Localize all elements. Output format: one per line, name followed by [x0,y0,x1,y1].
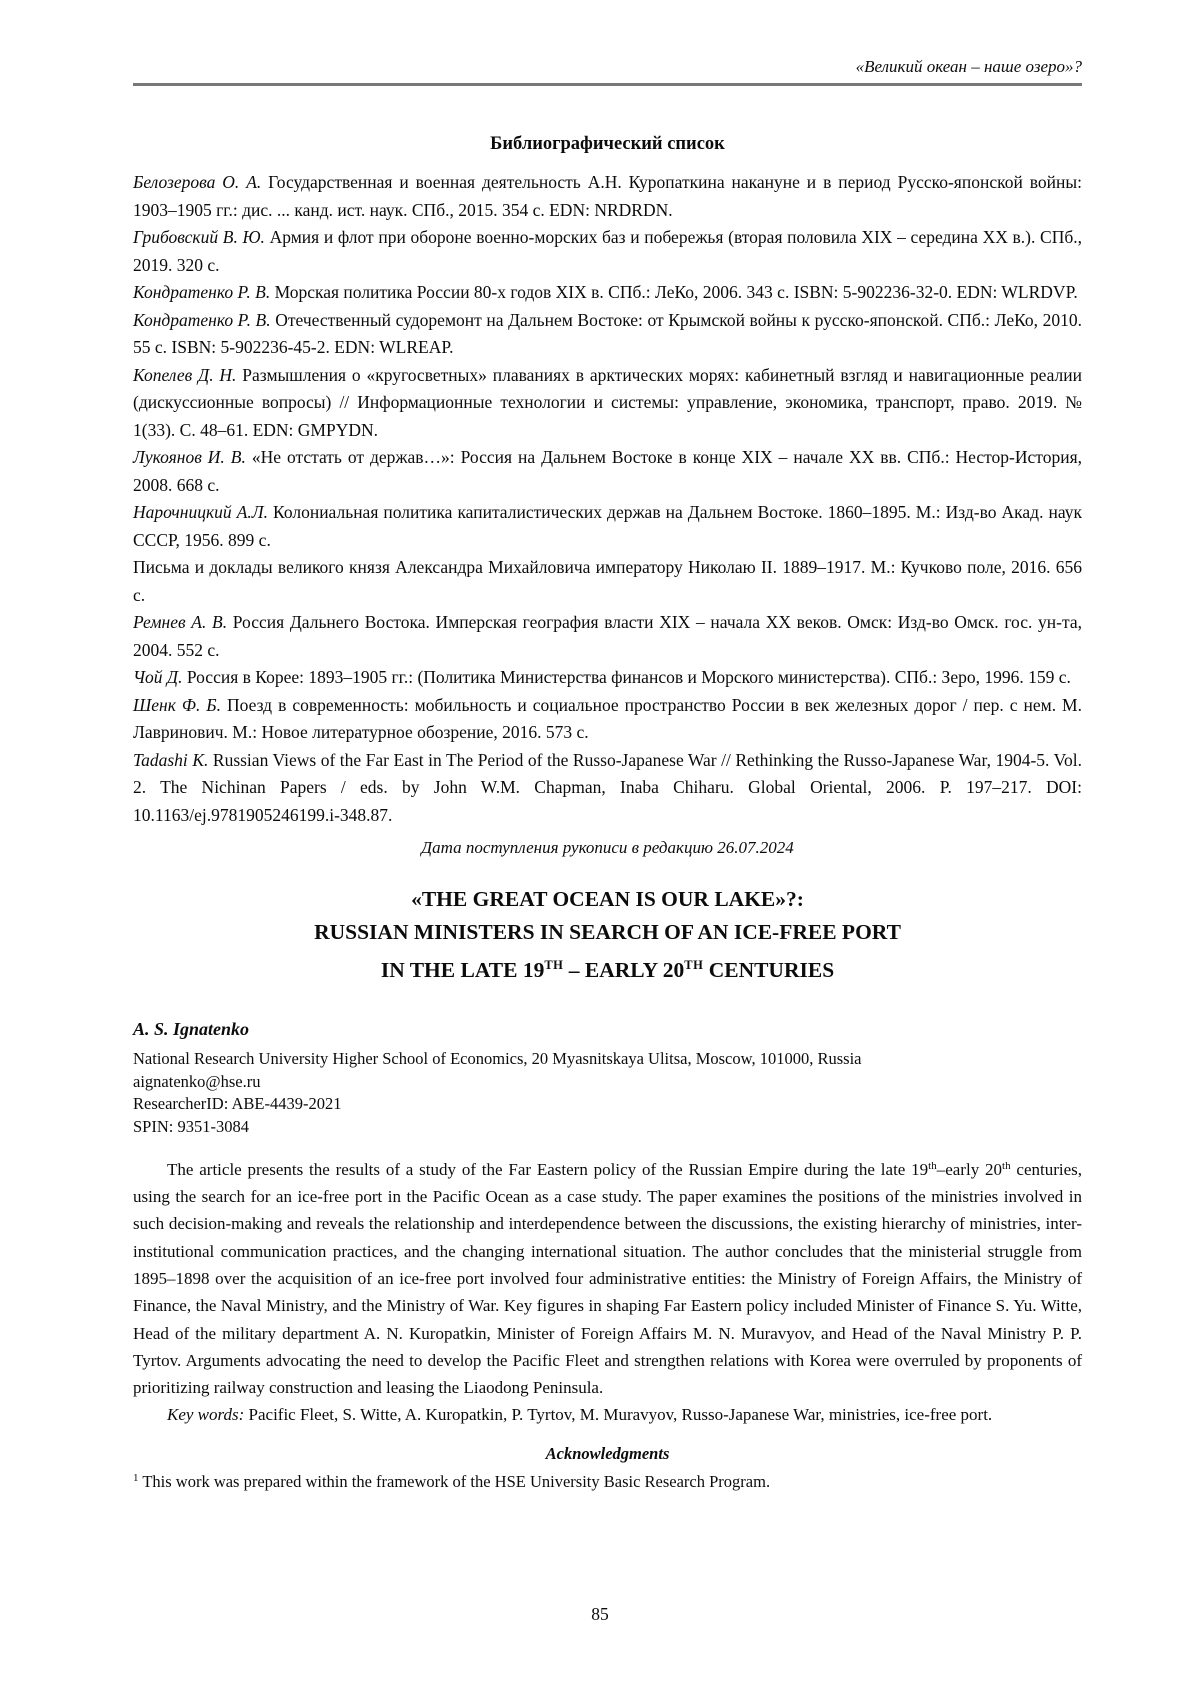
ordinal-superscript: TH [684,958,704,972]
entry-text: Письма и доклады великого князя Александра Михайловича императору Николаю II. 1889–1917. М.: Кучково поле, 2016. 656 с. [133,557,1082,605]
affiliation: National Research University Higher School of Economics, 20 Myasnitskaya Ulitsa, Moscow, 101000, Russia [133,1049,862,1068]
affiliation-block [133,1048,1082,1139]
entry-text: Размышления о «кругосветных» плаваниях в арктических морях: кабинетный взгляд и навигационные реалии (дискуссионные вопросы) // Информационные технологии и системы: управление, экономика, транспорт, право. 2019. № 1(33). С. 48–61. EDN: GMPYDN. [133,364,1082,440]
entry-author: Копелев Д. Н. [133,364,237,385]
entry-text: Russian Views of the Far East in The Period of the Russo-Japanese War // Rethinking the Russo-Japanese War, 1904-5. Vol. 2. The Nichinan Papers / eds. by John W.M. Chapman, Inaba Chiharu. Global Oriental, 2006. P. 197–217. DOI: 10.1163/ej.9781905246199.i-348.87. [133,749,1082,825]
manuscript-received-date: Дата поступления рукописи в редакцию 26.07.2024 [421,838,794,857]
keywords-text: Pacific Fleet, S. Witte, A. Kuropatkin, P. Tyrtov, M. Muravyov, Russo-Japanese War, ministries, ice-free port. [244,1405,993,1425]
entry-author: Нарочницкий А.Л. [133,502,268,522]
spin-code: SPIN: 9351-3084 [133,1117,249,1137]
entry-text: «Не отстать от держав…»: Россия на Дальнем Востоке в конце XIX – начале XX вв. СПб.: Нестор-История, 2008. 668 с. [133,447,1082,495]
entry-text: Армия и флот при обороне военно-морских баз и побережья (вторая половила XIX – середина XX в.). СПб., 2019. 320 с. [133,227,1082,275]
bibliography-entry [133,692,1082,747]
ordinal-superscript: th [1002,1159,1011,1172]
bibliography-entry [133,747,1082,830]
bibliography-entry [133,444,1082,499]
bibliography-entry [133,169,1082,224]
entry-author: Кондратенко Р. В. [133,309,271,330]
bibliography-entry [133,664,1082,692]
header-rule [133,83,1082,86]
article-title [133,883,1082,987]
keywords-label: Key words: [167,1405,245,1425]
entry-author: Грибовский В. Ю. [133,227,265,247]
title-line-2: RUSSIAN MINISTERS IN SEARCH OF AN ICE-FREE PORT [314,920,901,944]
abstract-text: centuries, using the search for an ice-free port in the Pacific Ocean as a case study. The paper examines the positions of the ministries involved in such decision-making and reveals the relationship and interdependence between the discussions, the existing hierarchy of ministries, inter-institutional communication practices, and the changing international situation. The author concludes that the ministerial struggle from 1895–1898 over the acquisition of an ice-free port involved four administrative entities: the Ministry of Foreign Affairs, the Ministry of Finance, the Naval Ministry, and the Ministry of War. Key figures in shaping Far Eastern policy included Minister of Finance S. Yu. Witte, Head of the military department A. N. Kuropatkin, Minister of Foreign Affairs M. N. Muravyov, and Head of the Naval Ministry P. P. Tyrtov. Arguments advocating the need to develop the Pacific Fleet and strengthen relations with Korea were overruled by proponents of prioritizing railway construction and leasing the Liaodong Peninsula. [133,1159,1083,1398]
entry-author: Лукоянов И. В. [133,447,246,467]
abstract-text: –early 20 [936,1159,1003,1179]
abstract-text: The article presents the results of a study of the Far Eastern policy of the Russian Empire during the late 19 [167,1159,929,1179]
title-line-3-text: CENTURIES [703,958,835,982]
entry-text: Отечественный судоремонт на Дальнем Востоке: от Крымской войны к русско-японской. СПб.: ЛеКо, 2010. 55 с. ISBN: 5-902236-45-2. EDN: WLREAP. [133,309,1082,357]
entry-author: Шенк Ф. Б. [133,694,222,715]
author-email: aignatenko@hse.ru [133,1071,261,1091]
entry-author: Tadashi K. [133,749,209,770]
entry-author: Кондратенко Р. В. [133,282,271,302]
entry-text: Россия в Корее: 1893–1905 гг.: (Политика Министерства финансов и Морского министерства). СПб.: Зеро, 1996. 159 с. [182,667,1071,687]
running-head: «Великий океан – наше озеро»? [855,57,1082,76]
bibliography-heading: Библиографический список [490,134,725,154]
bibliography-entry [133,279,1082,307]
author-name: A. S. Ignatenko [133,1019,250,1039]
keywords-paragraph [133,1401,1082,1428]
ordinal-superscript: TH [544,958,564,972]
title-line-3-text: IN THE LATE 19 [380,958,545,982]
bibliography-entry [133,609,1082,664]
entry-author: Чой Д. [133,667,183,687]
title-line-1: «THE GREAT OCEAN IS OUR LAKE»?: [411,887,804,911]
bibliography-entry [133,554,1082,609]
bibliography-list [133,169,1082,829]
entry-text: Государственная и военная деятельность А.Н. Куропаткина накануне и в период Русско-японской войны: 1903–1905 гг.: дис. ... канд. ист. наук. СПб., 2015. 354 с. EDN: NRDRDN. [133,172,1082,220]
entry-text: Морская политика России 80-х годов XIX в. СПб.: ЛеКо, 2006. 343 с. ISBN: 5-902236-32-0. EDN: WLRDVP. [270,282,1078,302]
researcher-id: ResearcherID: ABE-4439-2021 [133,1094,342,1114]
footnote-marker: 1 [133,1471,139,1484]
title-line-3-text: – EARLY 20 [563,958,685,982]
entry-text: Россия Дальнего Востока. Имперская география власти XIX – начала XX веков. Омск: Изд-во Омск. гос. ун-та, 2004. 552 с. [133,612,1083,660]
bibliography-entry [133,362,1082,445]
footnote-text: This work was prepared within the framework of the HSE University Basic Research Program. [138,1471,771,1491]
entry-text: Колониальная политика капиталистических держав на Дальнем Востоке. 1860–1895. М.: Изд-во Акад. наук СССР, 1956. 899 с. [133,502,1082,550]
title-line-3 [133,949,1082,987]
ordinal-superscript: th [928,1159,937,1172]
entry-author: Ремнев А. В. [133,612,228,632]
bibliography-entry [133,224,1082,279]
abstract-paragraph [133,1153,1082,1402]
bibliography-entry [133,307,1082,362]
footnote [133,1466,1082,1494]
page-number: 85 [591,1604,609,1624]
entry-author: Белозерова О. А. [133,172,262,192]
entry-text: Поезд в современность: мобильность и социальное пространство России в век железных дорог / пер. с нем. М. Лавринович. М.: Новое литературное обозрение, 2016. 573 с. [133,694,1082,742]
acknowledgments-heading: Acknowledgments [545,1443,670,1463]
bibliography-entry [133,499,1082,554]
